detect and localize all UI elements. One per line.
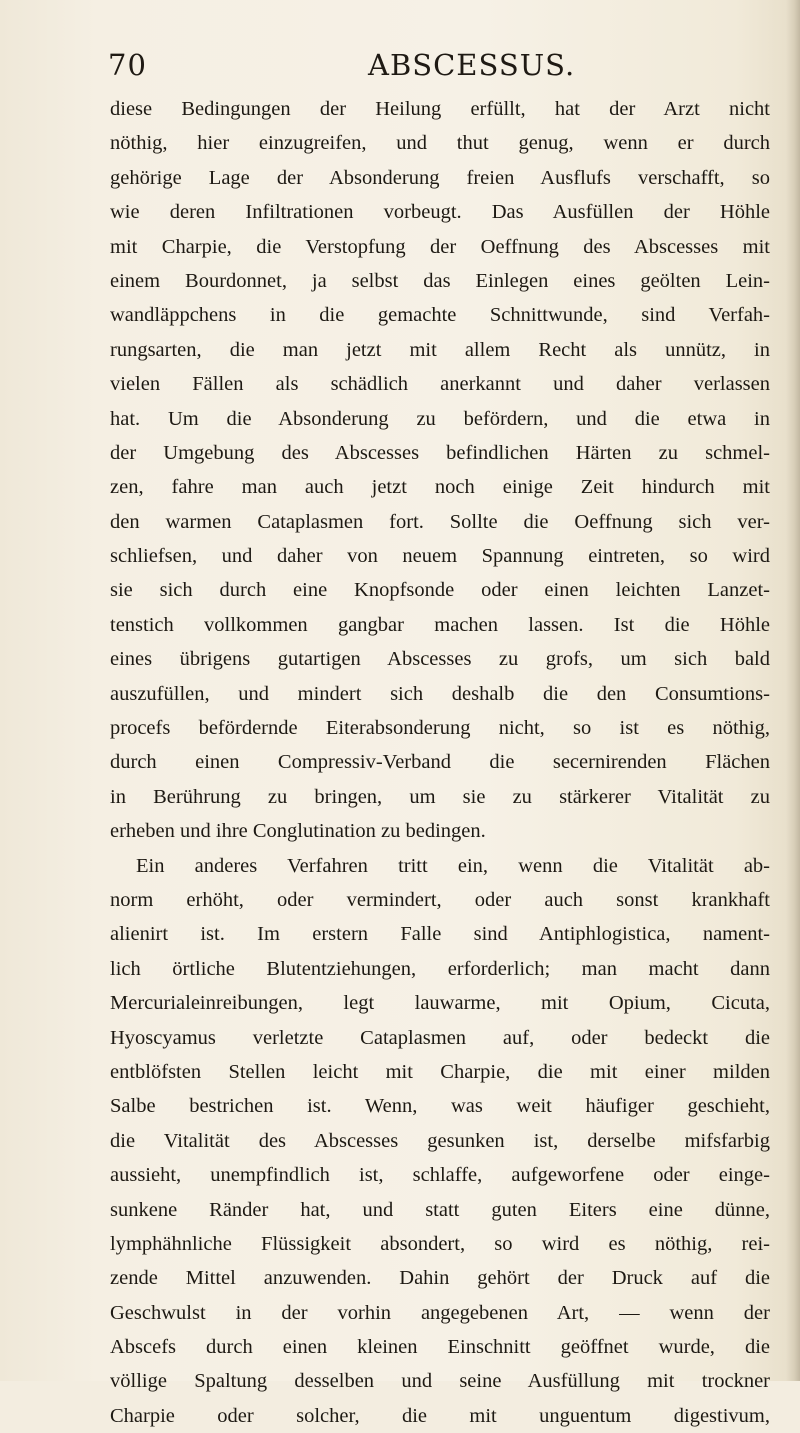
- text-line: Charpie oder solcher, die mit unguentum digestivum,: [110, 1404, 770, 1427]
- page-spine-shadow: [786, 0, 800, 1381]
- text-line: alienirt ist. Im erstern Falle sind Antiphlogistica, nament-: [110, 923, 770, 946]
- text-line: sunkene Ränder hat, und statt guten Eiters eine dünne,: [110, 1198, 770, 1221]
- text-line: erheben und ihre Conglutination zu bedingen.: [110, 820, 486, 843]
- text-line: zende Mittel anzuwenden. Dahin gehört der Druck auf die: [110, 1267, 770, 1290]
- running-head: ABSCESSUS.: [368, 48, 576, 82]
- text-line: lich örtliche Blutentziehungen, erforderlich; man macht dann: [110, 957, 770, 980]
- text-line: der Umgebung des Abscesses befindlichen Härten zu schmel-: [110, 441, 770, 464]
- text-line: gehörige Lage der Absonderung freien Ausflufs verschafft, so: [110, 166, 770, 189]
- text-line: einem Bourdonnet, ja selbst das Einlegen eines geölten Lein-: [110, 269, 770, 292]
- body-text: [110, 92, 770, 1433]
- text-line: Hyoscyamus verletzte Cataplasmen auf, oder bedeckt die: [110, 1026, 770, 1049]
- text-line: entblöfsten Stellen leicht mit Charpie, die mit einer milden: [110, 1060, 770, 1083]
- text-line: rungsarten, die man jetzt mit allem Recht als unnütz, in: [110, 338, 770, 361]
- text-line: hat. Um die Absonderung zu befördern, und die etwa in: [110, 407, 770, 430]
- text-line: diese Bedingungen der Heilung erfüllt, hat der Arzt nicht: [110, 98, 770, 120]
- text-line: eines übrigens gutartigen Abscesses zu grofs, um sich bald: [110, 648, 770, 671]
- page-number: 70: [108, 48, 147, 82]
- text-line: in Berührung zu bringen, um sie zu stärkerer Vitalität zu: [110, 785, 770, 808]
- text-line: zen, fahre man auch jetzt noch einige Zeit hindurch mit: [110, 476, 770, 499]
- text-line: aussieht, unempfindlich ist, schlaffe, aufgeworfene oder einge-: [110, 1164, 770, 1187]
- text-line: procefs befördernde Eiterabsonderung nicht, so ist es nöthig,: [110, 717, 770, 740]
- text-line: wandläppchens in die gemachte Schnittwunde, sind Verfah-: [110, 304, 770, 327]
- text-line: lymphähnliche Flüssigkeit absondert, so wird es nöthig, rei-: [110, 1232, 770, 1255]
- text-line: völlige Spaltung desselben und seine Ausfüllung mit trockner: [110, 1370, 770, 1393]
- text-line: Ein anderes Verfahren tritt ein, wenn die Vitalität ab-: [136, 854, 770, 877]
- text-line: nöthig, hier einzugreifen, und thut genug, wenn er durch: [110, 132, 770, 155]
- text-line: mit Charpie, die Verstopfung der Oeffnung des Abscesses mit: [110, 235, 770, 258]
- text-line: norm erhöht, oder vermindert, oder auch sonst krankhaft: [110, 888, 770, 911]
- text-line: die Vitalität des Abscesses gesunken ist, derselbe mifsfarbig: [110, 1129, 770, 1152]
- text-line: schliefsen, und daher von neuem Spannung eintreten, so wird: [110, 545, 770, 568]
- text-line: Salbe bestrichen ist. Wenn, was weit häufiger geschieht,: [110, 1095, 770, 1118]
- text-line: sie sich durch eine Knopfsonde oder einen leichten Lanzet-: [110, 579, 770, 602]
- text-line: Mercurialeinreibungen, legt lauwarme, mit Opium, Cicuta,: [110, 992, 770, 1015]
- text-line: Geschwulst in der vorhin angegebenen Art, — wenn der: [110, 1301, 770, 1324]
- page-header: [0, 48, 800, 88]
- text-line: auszufüllen, und mindert sich deshalb die den Consumtions-: [110, 682, 770, 705]
- text-line: durch einen Compressiv-Verband die secernirenden Flächen: [110, 751, 770, 774]
- text-line: wie deren Infiltrationen vorbeugt. Das Ausfüllen der Höhle: [110, 201, 770, 224]
- text-line: Abscefs durch einen kleinen Einschnitt geöffnet wurde, die: [110, 1336, 770, 1359]
- text-line: tenstich vollkommen gangbar machen lassen. Ist die Höhle: [110, 613, 770, 636]
- text-line: vielen Fällen als schädlich anerkannt und daher verlassen: [110, 373, 770, 396]
- text-line: den warmen Cataplasmen fort. Sollte die Oeffnung sich ver-: [110, 510, 770, 533]
